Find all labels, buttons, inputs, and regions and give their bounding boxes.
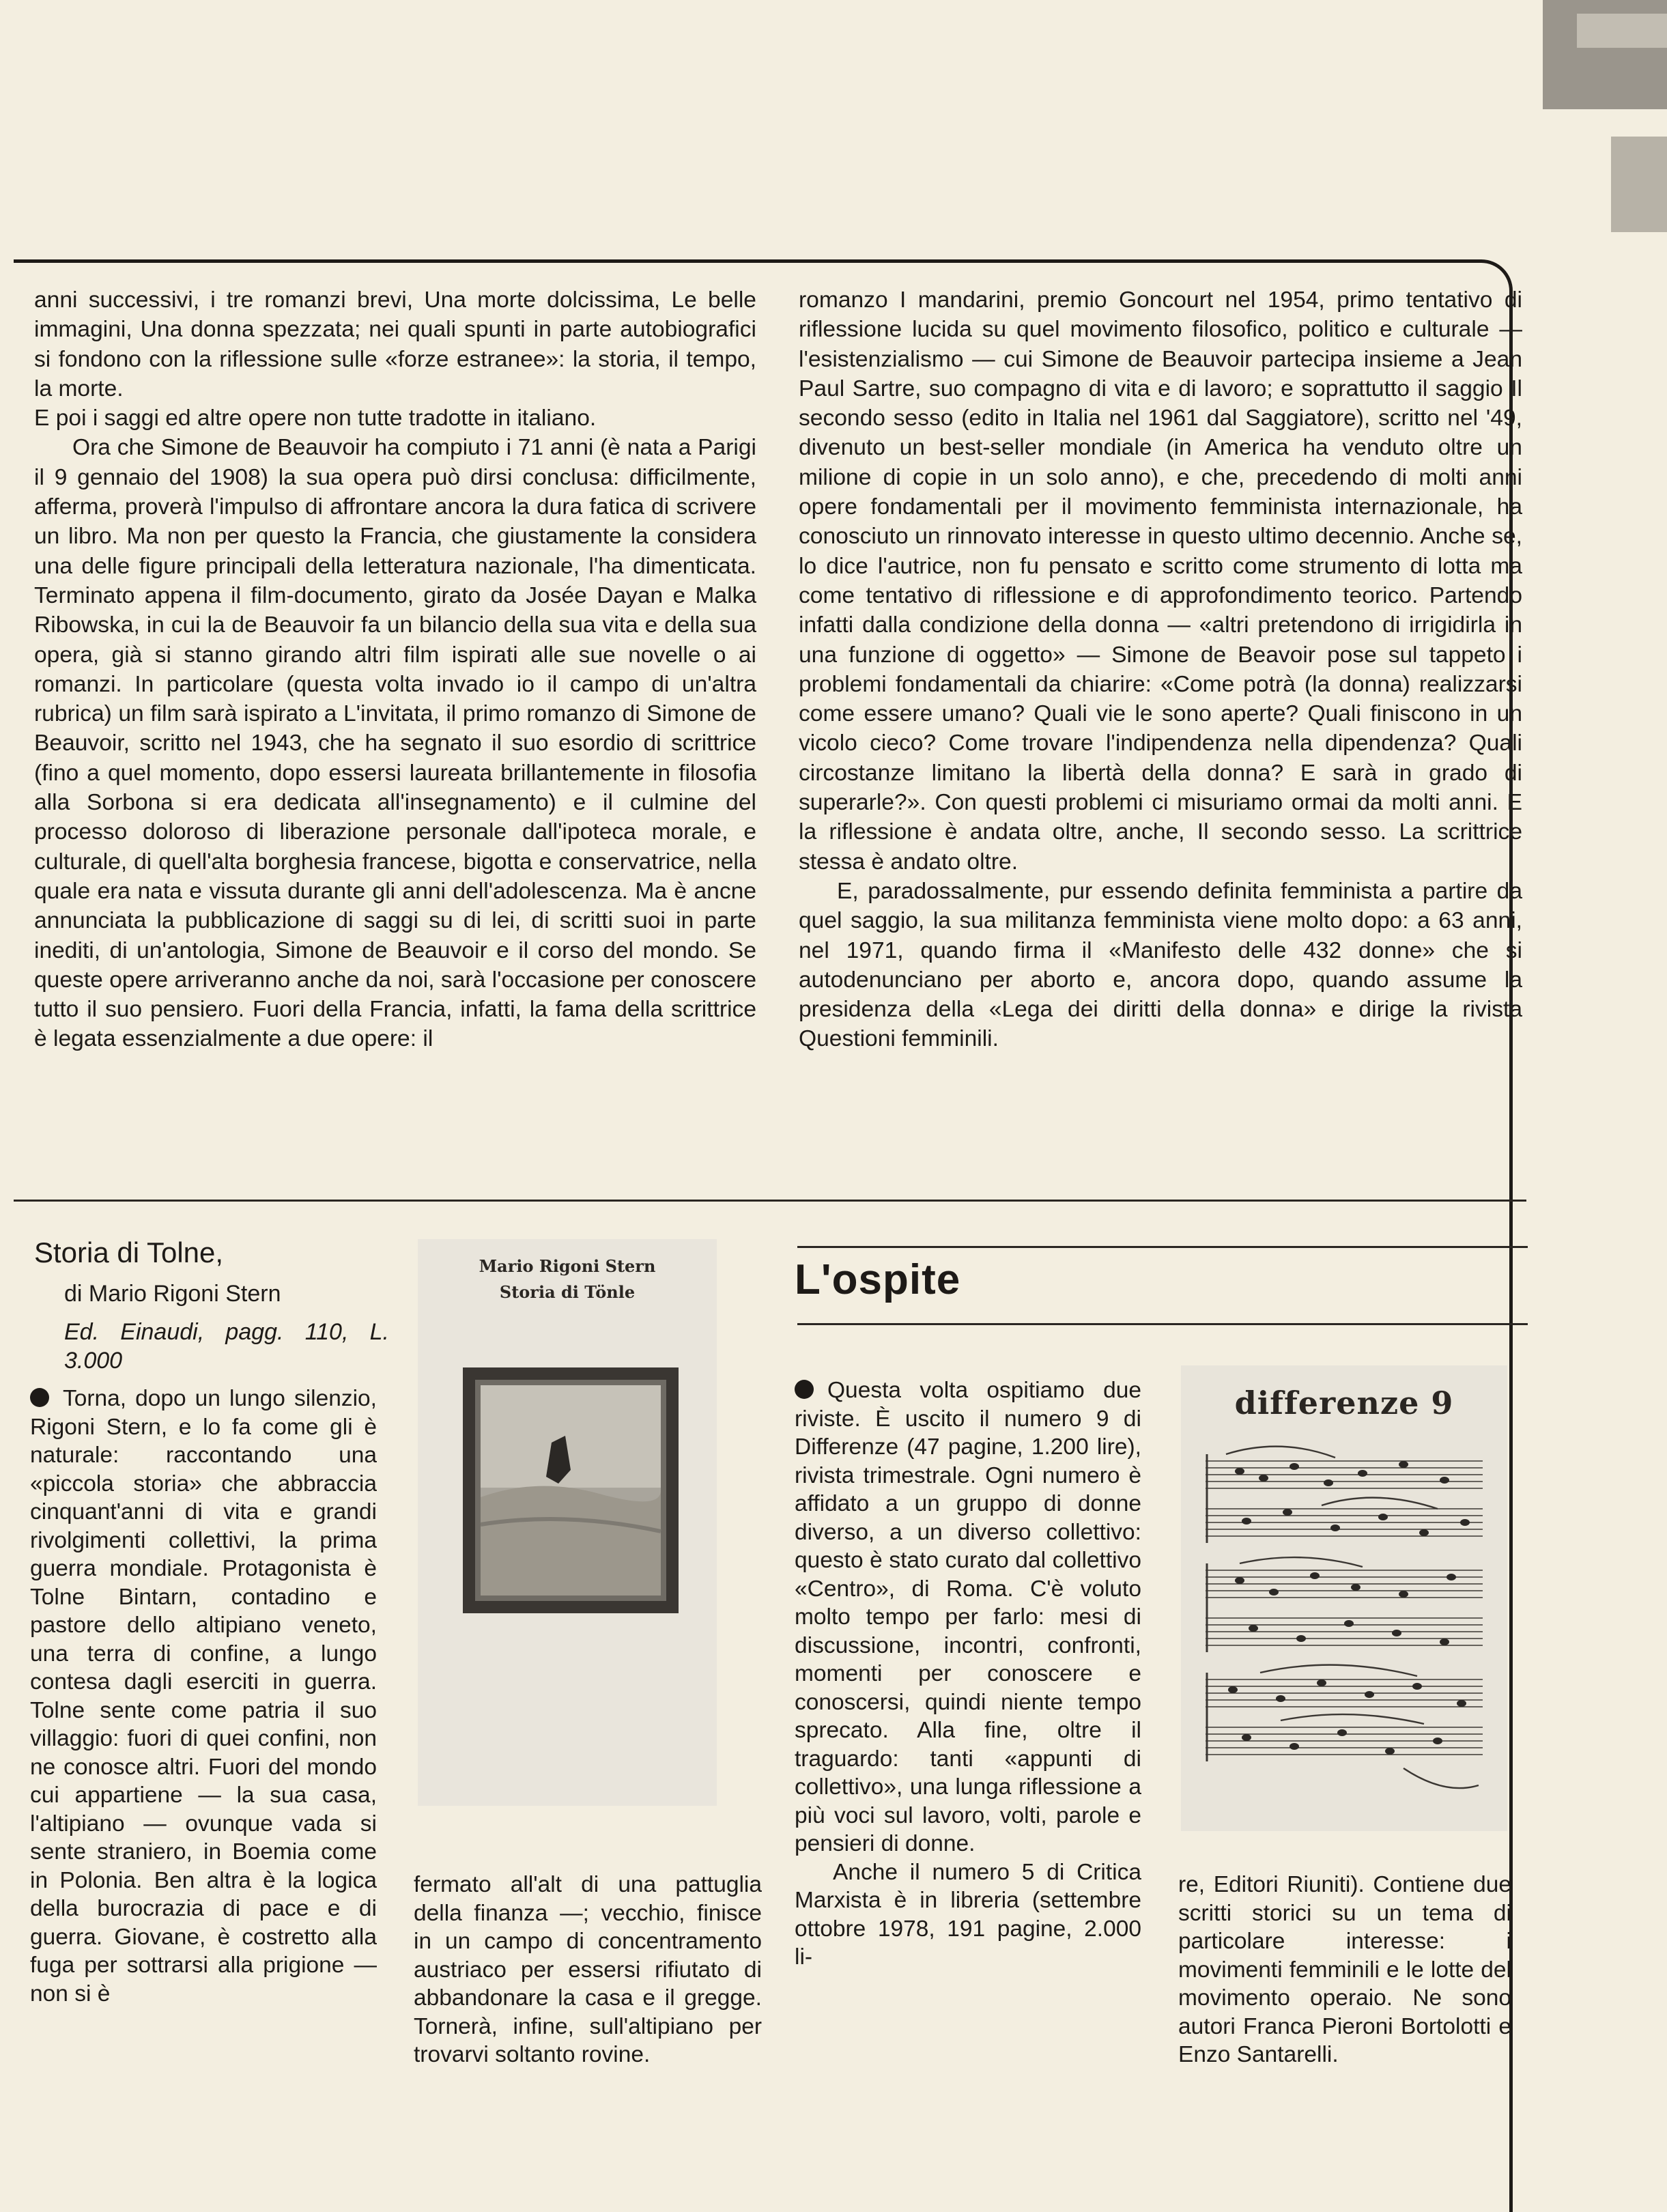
magazine-title: differenze 9	[1234, 1385, 1454, 1421]
review-body-column-1	[30, 1385, 377, 2008]
ospite-body-text: Anche il numero 5 di Critica Marxista è in libreria (settembre ottobre 1978, 191 pagine, 2.000 li-	[795, 1859, 1141, 1970]
review-author: di Mario Rigoni Stern	[64, 1281, 281, 1307]
music-score-image	[1199, 1441, 1490, 1816]
ospite-body-text: re, Editori Riuniti). Contiene due scritti storici su un tema di particolare interesse: i movimenti femminili e le lotte del movimento operaio. Ne sono autori Franca Pieroni Bortolotti e Enzo Santarelli.	[1178, 1872, 1511, 2067]
article-paragraph: romanzo I mandarini, premio Goncourt nel 1954, primo tentativo di riflessione lucida su quel movimento filosofico, politico e culturale — l'esistenzialismo — cui Simone de Beauvoir partecipa insieme a Jean Paul Sartre, suo compagno di vita e di lavoro; e soprattutto il saggio Il secondo sesso (edito in Italia nel 1961 dal Saggiatore), scritto nel '49, divenuto un best-seller mondiale (in America ha venduto oltre un milione di copie in un solo anno), e che, precedendo di molti anni opere fondamentali per il movimento femminista internazionale, ha conosciuto un rinnovato interesse in questo ultimo decennio. Anche se, lo dice l'autrice, non fu pensato e scritto come strumento di lotta ma come tentativo di riflessione e di approfondimento teorico. Partendo infatti dalla condizione della donna — «altri pretendono di irrigidirla in una funzione di oggetto» — Simone de Beavoir pose sul tappeto i problemi fondamentali da chiarire: «Come potrà (la donna) realizzarsi come essere umano? Quali vie le sono aperte? Quali finiscono in un vicolo cieco? Come trovare l'indipendenza nella dipendenza? Quali circostanze limitano la libertà della donna? E sarà in grado di superarle?». Con questi problemi ci misuriamo ormai da molti anni. E la riflessione è andata oltre, anche, Il secondo sesso. La scrittrice stessa è andato oltre.	[799, 287, 1522, 875]
ospite-body-column-2	[1178, 1871, 1511, 2069]
review-header	[34, 1236, 389, 1375]
review-title: Storia di Tolne,	[34, 1236, 224, 1268]
review-body-column-2	[414, 1871, 762, 2069]
ospite-rule-top	[797, 1246, 1528, 1248]
article-paragraph: anni successivi, i tre romanzi brevi, Una morte dolcissima, Le belle immagini, Una donna spezzata; nei quali spunti in parte autobiografici si fondono con la riflessione sulle «forze estranee»: la storia, il tempo, la morte.	[34, 287, 756, 401]
article-paragraph: E, paradossalmente, pur essendo definita femminista a partire da quel saggio, la sua militanza femminista viene molto dopo: a 63 anni, nel 1971, quando firma il «Manifesto delle 432 donne» che si autodenunciano per aborto e, ancora dopo, quando assume la presidenza della «Lega dei diritti della donna» e dirige la rivista Questioni femminili.	[799, 878, 1522, 1052]
book-cover	[418, 1239, 717, 1806]
ospite-body-text: Questa volta ospitiamo due riviste. È uscito il numero 9 di Differenze (47 pagine, 1.200 lire), rivista trimestrale. Ogni numero è affidato a un gruppo di donne diverso, a un diverso collettivo: questo è stato curato dal collettivo «Centro», di Roma. C'è voluto molto tempo per farlo: mesi di discussione, incontri, confronti, momenti per conoscere e conoscersi, quindi niente tempo sprecato. Alla fine, oltre il traguardo: tanti «appunti di collettivo», una lunga riflessione a più voci sul lavoro, volti, parole e pensieri di donne.	[795, 1378, 1141, 1856]
magazine-cover	[1181, 1365, 1507, 1831]
book-cover-title: Storia di Tönle	[499, 1282, 636, 1302]
article-column-left	[34, 285, 756, 1054]
book-cover-author: Mario Rigoni Stern	[479, 1256, 656, 1276]
ospite-body-column-1	[795, 1376, 1141, 1972]
review-body-text: fermato all'alt di una pattuglia della finanza —; vecchio, finisce in un campo di concentramento austriaco per essersi rifiutato di abbandonare la casa e il gregge. Tornerà, infine, sull'altipiano per trovarvi soltanto rovine.	[414, 1872, 762, 2067]
article-paragraph: Ora che Simone de Beauvoir ha compiuto i 71 anni (è nata a Parigi il 9 gennaio del 1908) la sua opera può dirsi conclusa: difficilmente, afferma, proverà l'impulso di affrontare ancora la dura fatica di scrivere un libro. Ma non per questo la Francia, che giustamente la considera una delle figure principali della letteratura nazionale, l'ha dimenticata. Terminato appena il film-documento, girato da Josée Dayan e Malka Ribowska, in cui la de Beauvoir fa un bilancio della sua vita e della sua opera, già si stanno girando altri film ispirati alle sue novelle o ai romanzi. In particolare (questa volta invado io il campo di un'altra rubrica) un film sarà ispirato a L'invitata, il primo romanzo di Simone de Beauvoir, scritto nel 1943, che ha segnato il suo esordio di scrittrice (fino a quel momento, dopo essersi laureata brillantemente in filosofia alla Sorbona si era dedicata all'insegnamento) e il culmine del processo doloroso di liberazione personale dall'ipoteca morale, e culturale, di quell'alta borghesia francese, bigotta e conservatrice, nella quale era nata e vissuta durante gli anni dell'adolescenza. Ma è ancne annunciata la pubblicazione di saggi su di lei, di scritti suoi in parte inediti, di un'antologia, Simone de Beauvoir e il corso del mondo. Se queste opere arriveranno anche da noi, sarà l'occasione per conoscere tutto il suo pensiero. Fuori della Francia, infatti, la fama della scrittrice è legata essenzialmente a due opere: il	[34, 435, 756, 1052]
bullet-icon	[30, 1388, 49, 1407]
bullet-icon	[795, 1380, 814, 1399]
article-paragraph: E poi i saggi ed altre opere non tutte tradotte in italiano.	[34, 406, 597, 431]
article-column-right	[799, 285, 1522, 1054]
section-divider	[14, 1200, 1526, 1202]
book-cover-painting	[463, 1367, 679, 1613]
page-corner-mark	[1529, 0, 1667, 259]
review-publisher: Ed. Einaudi, pagg. 110, L. 3.000	[64, 1319, 389, 1374]
review-body-text: Torna, dopo un lungo silenzio, Rigoni Stern, e lo fa come gli è naturale: raccontando una «piccola storia» che abbraccia cinquant'anni di vita e grandi rivolgimenti collettivi, la prima guerra mondiale. Protagonista è Tolne Bintarn, contadino e pastore dello altipiano veneto, una terra di confine, a lungo contesa dagli eserciti in guerra. Tolne sente come patria il suo villaggio: fuori di quei confini, non ne conosce altri. Fuori del mondo cui appartiene — la sua casa, l'altipiano — ovunque vada si sente straniero, in Boemia come in Polonia. Ben altra è la logica della burocrazia di pace e di guerra. Giovane, è costretto alla fuga per sottrarsi alla prigione — non si è	[30, 1386, 377, 2007]
ospite-rule-bottom	[797, 1323, 1528, 1325]
ospite-heading: L'ospite	[795, 1256, 961, 1303]
